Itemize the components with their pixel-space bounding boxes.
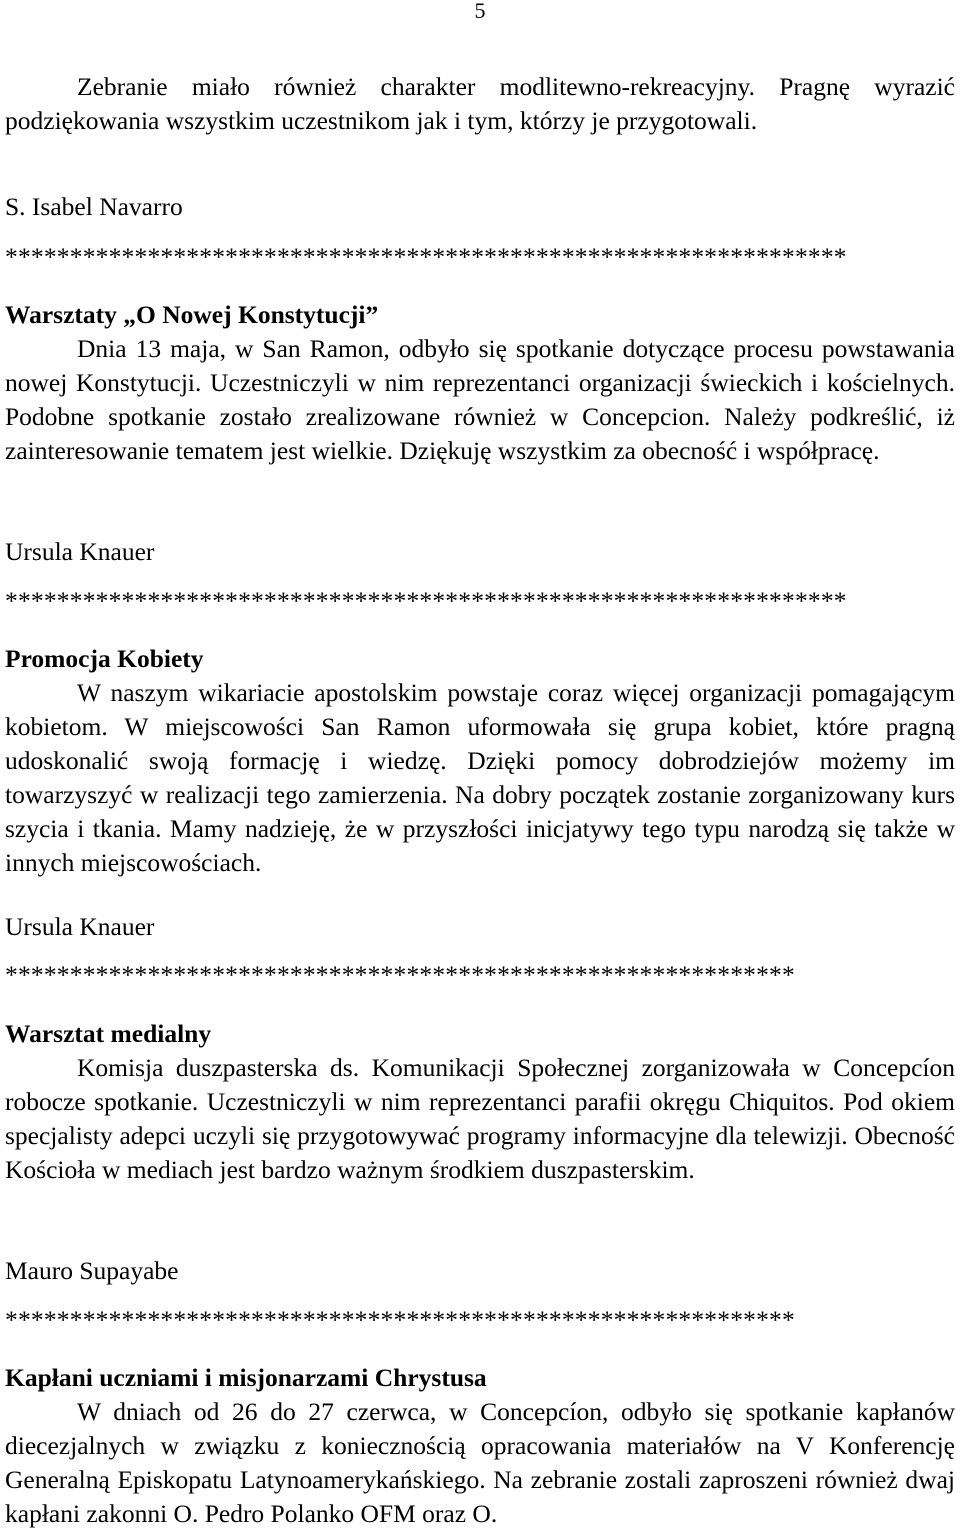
signature-isabel-navarro: S. Isabel Navarro (5, 192, 183, 221)
separator-3 (5, 958, 955, 992)
page-number: 5 (474, 0, 486, 23)
asterisk-separator: ***************************************************************** (5, 586, 847, 615)
section-new-constitution (5, 298, 955, 468)
signature-ursula-knauer: Ursula Knauer (5, 912, 155, 941)
section-body: Komisja duszpasterska ds. Komunikacji Społecznej zorganizowała w Concepcíon robocze spotkanie. Uczestniczyli w nim reprezentanci parafii okręgu Chiquitos. Pod okiem specjalisty adepci uczyli się przygotowywać programy informacyjne dla telewizji. Obecność Kościoła w mediach jest bardzo ważnym środkiem duszpasterskim. (5, 1053, 955, 1185)
section-women-promotion-signature (5, 910, 955, 944)
section-body: W dniach od 26 do 27 czerwca, w Concepcíon, odbyło się spotkanie kapłanów diecezjalnych w związku z koniecznością opracowania materiałów na V Konferencję Generalną Episkopatu Latynoamerykańskiego. Na zebranie zostali zaproszeni również dwaj kapłani zakonni O. Pedro Polanko OFM oraz O. (5, 1397, 955, 1529)
separator-4 (5, 1303, 955, 1337)
asterisk-separator: ***************************************************************** (5, 242, 847, 271)
section-women-promotion (5, 642, 955, 881)
intro-paragraph: Zebranie miało również charakter modlitewno-rekreacyjny. Pragnę wyrazić podziękowania wszystkim uczestnikom jak i tym, którzy je przygotowali. (5, 72, 955, 136)
section-title: Warsztat medialny (5, 1019, 212, 1048)
section-new-constitution-signature (5, 535, 955, 569)
section-title: Promocja Kobiety (5, 644, 204, 673)
section-title: Warsztaty „O Nowej Konstytucji” (5, 300, 379, 329)
section-media-workshop-signature (5, 1254, 955, 1288)
intro-signature-block (5, 190, 955, 224)
signature-mauro-supayabe: Mauro Supayabe (5, 1256, 179, 1285)
section-body: Dnia 13 maja, w San Ramon, odbyło się spotkanie dotyczące procesu powstawania nowej Konstytucji. Uczestniczyli w nim reprezentanci organizacji świeckich i kościelnych. Podobne spotkanie zostało zrealizowane również w Concepcion. Należy podkreślić, iż zainteresowanie tematem jest wielkie. Dziękuję wszystkim za obecność i współpracę. (5, 334, 955, 466)
signature-ursula-knauer: Ursula Knauer (5, 537, 155, 566)
section-media-workshop (5, 1017, 955, 1187)
separator-1 (5, 240, 955, 274)
section-priests-disciples (5, 1361, 955, 1531)
section-title: Kapłani uczniami i misjonarzami Chrystusa (5, 1363, 487, 1392)
separator-2 (5, 584, 955, 618)
asterisk-separator: ************************************************************* (5, 960, 795, 989)
intro-section (5, 70, 955, 138)
asterisk-separator: ************************************************************* (5, 1305, 795, 1334)
section-body: W naszym wikariacie apostolskim powstaje coraz więcej organizacji pomagającym kobietom. W miejscowości San Ramon uformowała się grupa kobiet, które pragną udoskonalić swoją formację i wiedzę. Dzięki pomocy dobrodziejów możemy im towarzyszyć w realizacji tego zamierzenia. Na dobry początek zostanie zorganizowany kurs szycia i tkania. Mamy nadzieję, że w przyszłości inicjatywy tego typu narodzą się także w innych miejscowościach. (5, 678, 955, 878)
